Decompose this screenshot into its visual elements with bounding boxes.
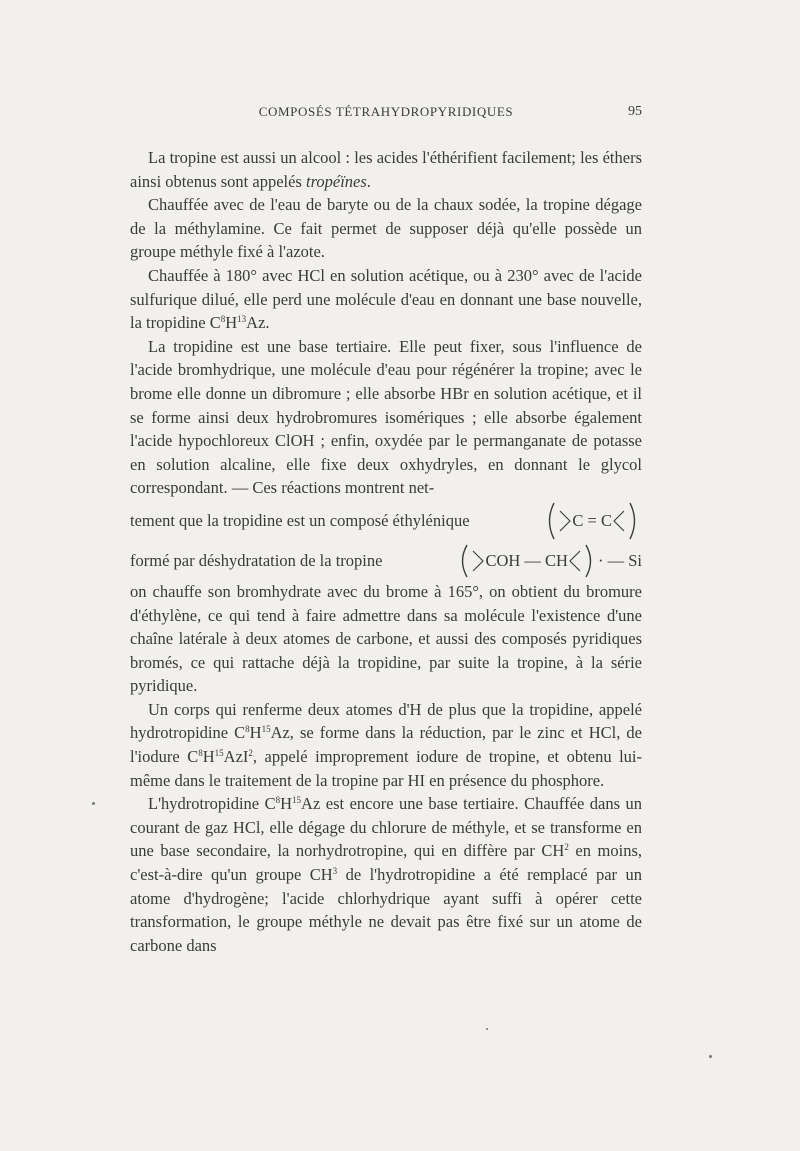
left-paren-icon [542, 501, 558, 541]
paragraph-3-sup-2: 13 [237, 314, 247, 325]
paragraph-6-text-2: Az, se forme dans la réduction, par le zinc et HCl, de l'iodure C [130, 723, 642, 767]
paragraph-7-h1: H [280, 794, 293, 814]
formula-line-2 [130, 542, 642, 580]
formula-1-lead: tement que la tropidine est un composé éthylénique [130, 511, 470, 531]
formula-2-tail: · — Si [597, 551, 642, 571]
left-bond-icon [558, 506, 572, 536]
paragraph-1-text: La tropine est aussi un alcool : les acides l'éthérifient facilement; les éthers ainsi obtenus sont appelés [130, 148, 642, 191]
paragraph-6-sup-2: 15 [261, 724, 271, 735]
formula-2-lead: formé par déshydratation de la tropine [130, 551, 383, 571]
paragraph-6-sup-4: 15 [214, 748, 224, 759]
paragraph-3-text: Chauffée à 180° avec HCl en solution acétique, ou à 230° avec de l'acide sulfurique dilué, elle perd une molécule d'eau en donnant une base nouvelle, la tropidine C [130, 265, 642, 333]
paragraph-2: Chauffée avec de l'eau de baryte ou de la chaux sodée, la tropine dégage de la méthylamine. Ce fait permet de supposer déjà qu'elle possède un groupe méthyle fixé à l'azote. [130, 195, 642, 262]
paragraph-7-sup-1: 8 [275, 795, 281, 806]
paragraph-7-sup-3: 2 [564, 842, 569, 853]
paragraph-7-text-3: en moins, c'est-à-dire qu'un groupe CH [130, 841, 642, 885]
paragraph-6-sup-5: 2 [248, 748, 253, 759]
page-header [130, 104, 642, 128]
right-paren-icon [582, 543, 598, 579]
paragraph-3 [130, 264, 642, 335]
paragraph-6-h2: H [202, 747, 215, 767]
running-title: COMPOSÉS TÉTRAHYDROPYRIDIQUES [258, 104, 514, 119]
tropine-structure [455, 543, 642, 579]
paragraph-7-sup-2: 15 [292, 795, 302, 806]
right-bond-icon [568, 547, 582, 575]
body-text [130, 146, 642, 957]
ethylenic-structure [542, 501, 642, 541]
right-bond-icon [612, 506, 626, 536]
paragraph-3-sup-1: 8 [220, 314, 226, 325]
paragraph-5: on chauffe son bromhydrate avec du brome à 165°, on obtient du bromure d'éthylène, ce qui tend à faire admettre dans sa molécule l'existence d'une chaîne latérale à deux atomes de carbone, et aussi des composés pyridiques bromés, ce qui rattache déjà la tropidine, par suite la tropine, à la série pyridique. [130, 581, 642, 696]
formula-2-struct-text: COH — CH [485, 551, 568, 571]
paragraph-7-text-2: Az est encore une base tertiaire. Chauffée dans un courant de gaz HCl, elle dégage du chlorure de méthyle, et se transforme en une base secondaire, la norhydrotropine, qui en diffère par CH [130, 794, 642, 861]
paragraph-3-end: Az. [246, 313, 270, 333]
formula-line-1 [130, 500, 642, 542]
paragraph-6-sup-3: 8 [198, 748, 203, 759]
paragraph-6-sup-1: 8 [245, 724, 250, 735]
paragraph-6-text-3: AzI [223, 747, 249, 767]
paragraph-7-sup-4: 3 [332, 866, 338, 877]
print-speck [709, 1055, 712, 1058]
print-speck [92, 802, 95, 805]
paragraph-6-h1: H [249, 723, 262, 743]
formula-1-struct-text: C = C [572, 511, 612, 531]
paragraph-7-text: L'hydrotropidine C [148, 794, 276, 814]
left-paren-icon [455, 543, 471, 579]
page-number: 95 [628, 104, 642, 119]
left-bond-icon [471, 547, 485, 575]
paragraph-6 [130, 698, 642, 792]
print-speck [486, 1028, 488, 1030]
paragraph-3-mid: H [225, 313, 238, 333]
right-paren-icon [626, 501, 642, 541]
paragraph-1-end: . [366, 171, 371, 191]
paragraph-6-text: Un corps qui renferme deux atomes d'H de plus que la tropidine, appelé hydrotropidine C [130, 699, 642, 743]
paragraph-1-italic: tropéïnes [305, 171, 367, 191]
paragraph-1 [130, 146, 642, 193]
paragraph-6-text-4: , appelé improprement iodure de tropine, et obtenu lui-même dans le traitement de la tropine par HI en présence du phosphore. [130, 747, 642, 790]
paragraph-7-text-4: de l'hydrotropidine a été remplacé par un atome d'hydrogène; l'acide chlorhydrique ayant suffi à opérer cette transformation, le groupe méthyle ne devait pas être fixé sur un atome de carbone dans [130, 865, 642, 955]
paragraph-4: La tropidine est une base tertiaire. Elle peut fixer, sous l'influence de l'acide bromhydrique, une molécule d'eau pour régénérer la tropine; avec le brome elle donne un dibromure ; elle absorbe HBr en solution acétique, et il se forme ainsi deux hydrobromures isomériques ; elle absorbe également l'acide hypochloreux ClOH ; enfin, oxydée par le permanganate de potasse en solution alcaline, elle fixe deux oxhydryles, en donnant le glycol correspondant. — Ces réactions montrent net- [130, 336, 642, 498]
paragraph-7 [130, 792, 642, 957]
